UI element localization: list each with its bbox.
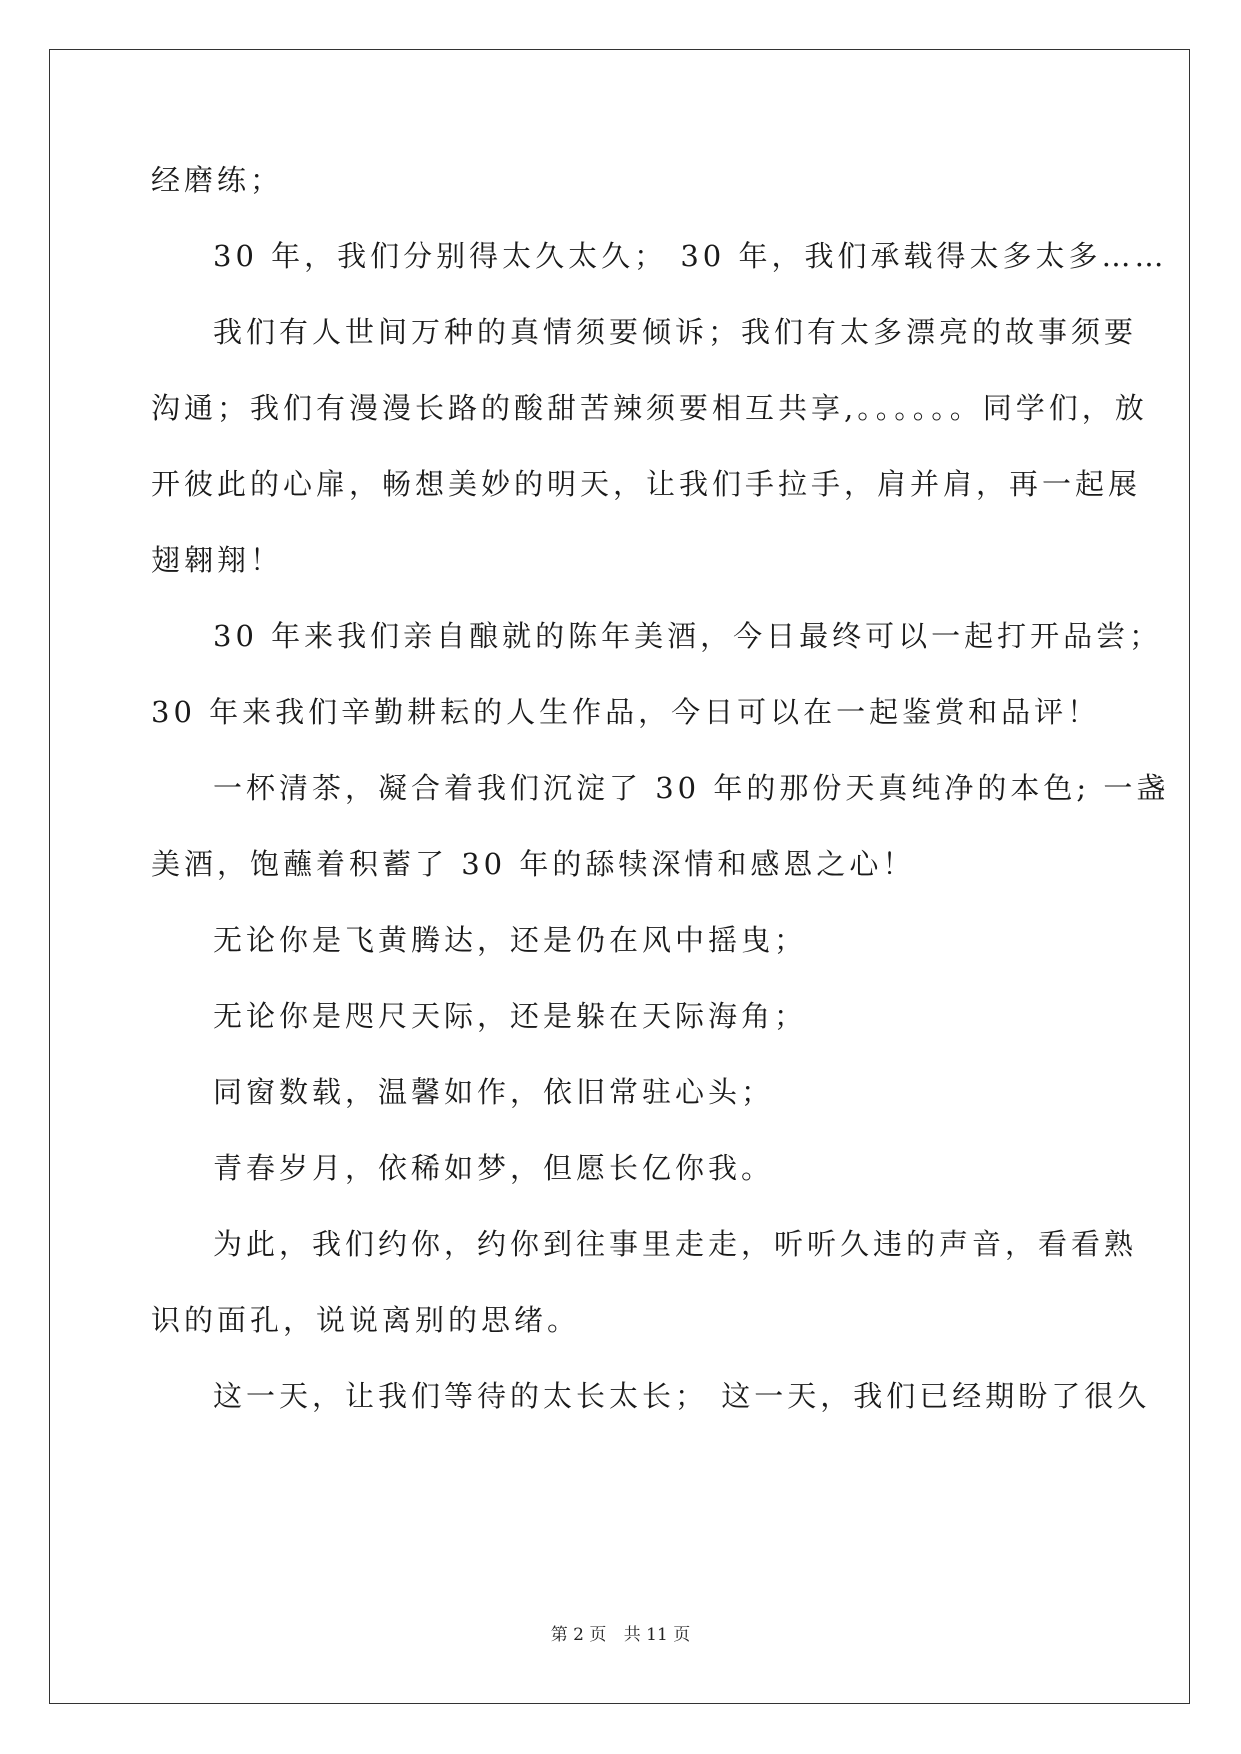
text-line: 识的面孔，说说离别的思绪。 [151,1303,581,1337]
text-line: 无论你是飞黄腾达，还是仍在风中摇曳； [213,923,808,957]
text-line: 30 年来我们辛勤耕耘的人生作品，今日可以在一起鉴赏和品评！ [151,695,1101,729]
text-line: 无论你是咫尺天际，还是躲在天际海角； [213,999,808,1033]
text-line: 沟通；我们有漫漫长路的酸甜苦辣须要相互共享,。。。。。。同学们，放 [151,391,1148,425]
page-footer [0,1620,1241,1645]
page-total: 共 11 页 [623,1625,691,1645]
text-line: 开彼此的心扉，畅想美妙的明天，让我们手拉手，肩并肩，再一起展 [151,467,1142,501]
text-line: 我们有人世间万种的真情须要倾诉；我们有太多漂亮的故事须要 [213,315,1138,349]
text-line: 经磨练； [151,163,284,197]
text-line: 30 年，我们分别得太久太久； 30 年，我们承载得太多太多…… [213,239,1168,273]
text-line: 30 年来我们亲自酿就的陈年美酒，今日最终可以一起打开品尝； [213,619,1163,653]
text-line: 翅翱翔！ [151,543,284,577]
text-line: 一杯清茶，凝合着我们沉淀了 30 年的那份天真纯净的本色; 一盏 [213,771,1170,805]
text-line: 同窗数载，温馨如作，依旧常驻心头； [213,1075,775,1109]
text-line: 青春岁月，依稀如梦，但愿长亿你我。 [213,1151,775,1185]
page-number: 第 2 页 [550,1625,607,1645]
text-line: 这一天，让我们等待的太长太长； 这一天，我们已经期盼了很久 [213,1379,1151,1413]
text-line: 为此，我们约你，约你到往事里走走，听听久违的声音，看看熟 [213,1227,1138,1261]
text-line: 美酒，饱蘸着积蓄了 30 年的舔犊深情和感恩之心！ [151,847,916,881]
